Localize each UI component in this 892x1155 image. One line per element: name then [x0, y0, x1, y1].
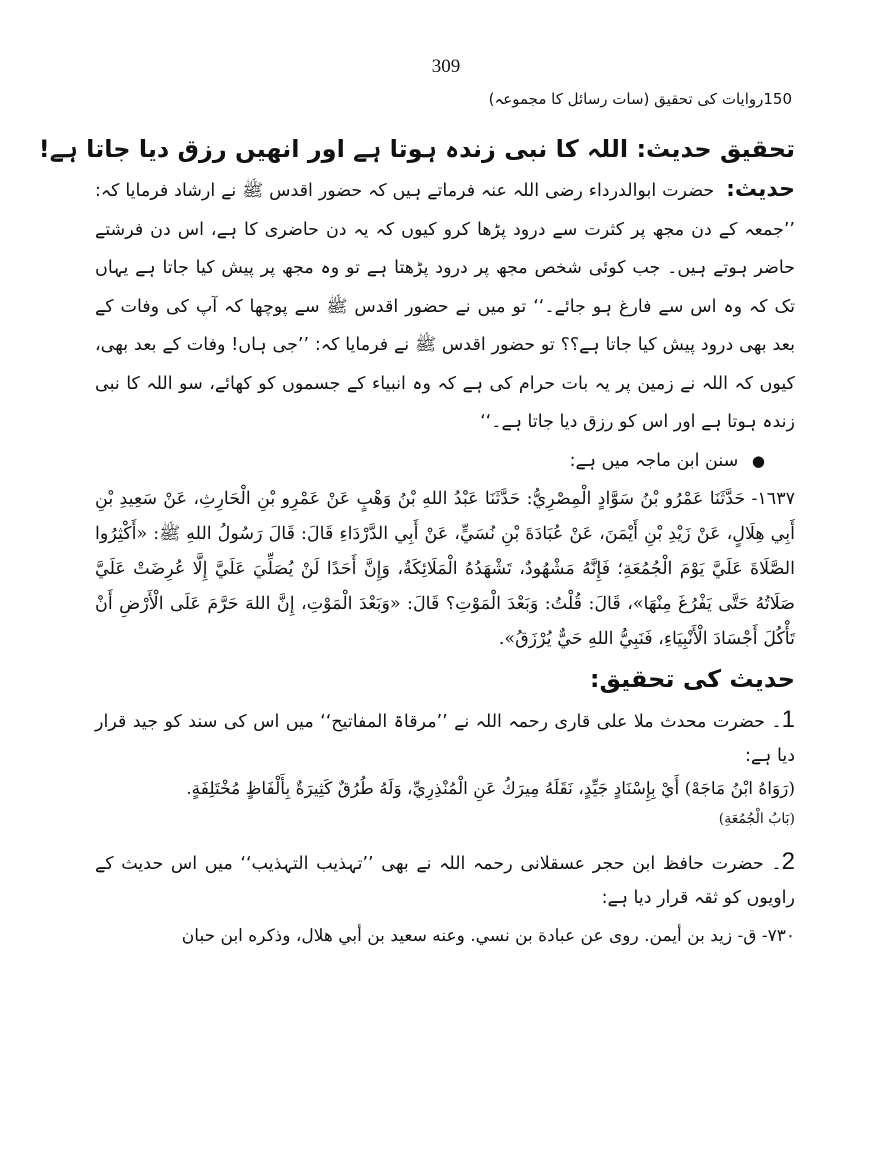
point-1-quote: (رَوَاهُ ابْنُ مَاجَهْ) أَيْ بِإِسْنَادٍ جَيِّدٍ، نَقَلَهُ مِيرَكُ عَنِ الْمُنْذِرِيِّ، وَلَهُ طُرُقٌ كَثِيرَةٌ بِأَلْفَاظٍ مُخْتَلِفَةٍ.	[186, 778, 795, 799]
point-1-reference: (بَابُ الْجُمُعَةِ)	[718, 810, 795, 827]
hadith-paragraph	[95, 171, 795, 442]
running-header: 150روایات کی تحقیق (سات رسائل کا مجموعہ)	[488, 90, 792, 108]
point-1-text: ۔ حضرت محدث ملا علی قاری رحمہ اللہ نے ’’مرقاۃ المفاتیح‘‘ میں اس کی سند کو جید قرار دیا ہے:	[95, 711, 795, 766]
source-intro	[95, 442, 795, 480]
point-1	[95, 703, 795, 773]
hadith-text: حضرت ابوالدرداء رضی اللہ عنہ فرماتے ہیں کہ حضور اقدس ﷺ نے ارشاد فرمایا کہ: ’’جمعہ کے دن مجھ پر کثرت سے درود پڑھا کرو کیوں کہ یہ دن حاضری کا ہے، اس دن فرشتے حاضر ہوتے ہیں۔ جب کوئی شخص مجھ پر درود پڑھتا ہے تو وہ مجھ پر پیش کیا جاتا ہے یہاں تک کہ وہ اس سے فارغ ہو جائے۔‘‘ تو میں نے حضور اقدس ﷺ سے پوچھا کہ آپ کی وفات کے بعد بھی درود پیش کیا جاتا ہے؟؟ تو حضور اقدس ﷺ نے فرمایا کہ: ’’جی ہاں! وفات کے بعد بھی، کیوں کہ اللہ نے زمین پر یہ بات حرام کی ہے کہ وہ انبیاء کے جسموں کو کھائے، سو اللہ کا نبی زندہ ہوتا ہے اور اس کو رزق دیا جاتا ہے۔‘‘	[95, 181, 795, 432]
page-title: تحقیق حدیث: اللہ کا نبی زندہ ہوتا ہے اور انھیں رزق دیا جاتا ہے!	[38, 135, 795, 163]
point-1-number: 1	[781, 705, 795, 733]
hadith-label: حدیث:	[726, 177, 795, 202]
point-2-quote: ٧٣٠- ق- زيد بن أيمن. روى عن عبادة بن نسي. وعنه سعيد بن أبي هلال، وذكره ابن حبان	[181, 925, 795, 946]
point-2-number: 2	[781, 847, 795, 875]
page-number: 309	[431, 56, 461, 77]
page-content	[38, 125, 795, 953]
bullet-icon: ●	[751, 451, 765, 470]
arabic-hadith-text: ١٦٣٧- حَدَّثَنَا عَمْرُو بْنُ سَوَّادٍ الْمِصْرِيُّ: حَدَّثَنَا عَبْدُ اللهِ بْنُ وَهْبٍ عَنْ عَمْرِو بْنِ الْحَارِثِ، عَنْ سَعِيدِ بْنِ أَبِي هِلَالٍ، عَنْ زَيْدِ بْنِ أَيْمَنَ، عَنْ عُبَادَةَ بْنِ نُسَيٍّ، عَنْ أَبِي الدَّرْدَاءِ قَالَ: قَالَ رَسُولُ اللهِ ﷺ: «أَكْثِرُوا الصَّلَاةَ عَلَيَّ يَوْمَ الْجُمُعَةِ؛ فَإِنَّهُ مَشْهُودٌ، تَشْهَدُهُ الْمَلَائِكَةُ، وَإِنَّ أَحَدًا لَنْ يُصَلِّيَ عَلَيَّ إِلَّا عُرِضَتْ عَلَيَّ صَلَاتُهُ حَتَّى يَفْرُغَ مِنْهَا»، قَالَ: قُلْتُ: وَبَعْدَ الْمَوْتِ؟ قَالَ: «وَبَعْدَ الْمَوْتِ، إِنَّ اللهَ حَرَّمَ عَلَى الْأَرْضِ أَنْ تَأْكُلَ أَجْسَادَ الْأَنْبِيَاءِ، فَنَبِيُّ اللهِ حَيٌّ يُرْزَقُ».	[95, 488, 795, 649]
tahqiq-heading: حدیث کی تحقیق:	[589, 664, 795, 693]
point-2-text: ۔ حضرت حافظ ابن حجر عسقلانی رحمہ اللہ نے بھی ’’تہذیب التہذیب‘‘ میں اس حدیث کے راویوں کو ثقہ قرار دیا ہے:	[95, 853, 795, 908]
point-2	[95, 845, 795, 915]
source-intro-text: سنن ابن ماجہ میں ہے:	[569, 450, 739, 471]
